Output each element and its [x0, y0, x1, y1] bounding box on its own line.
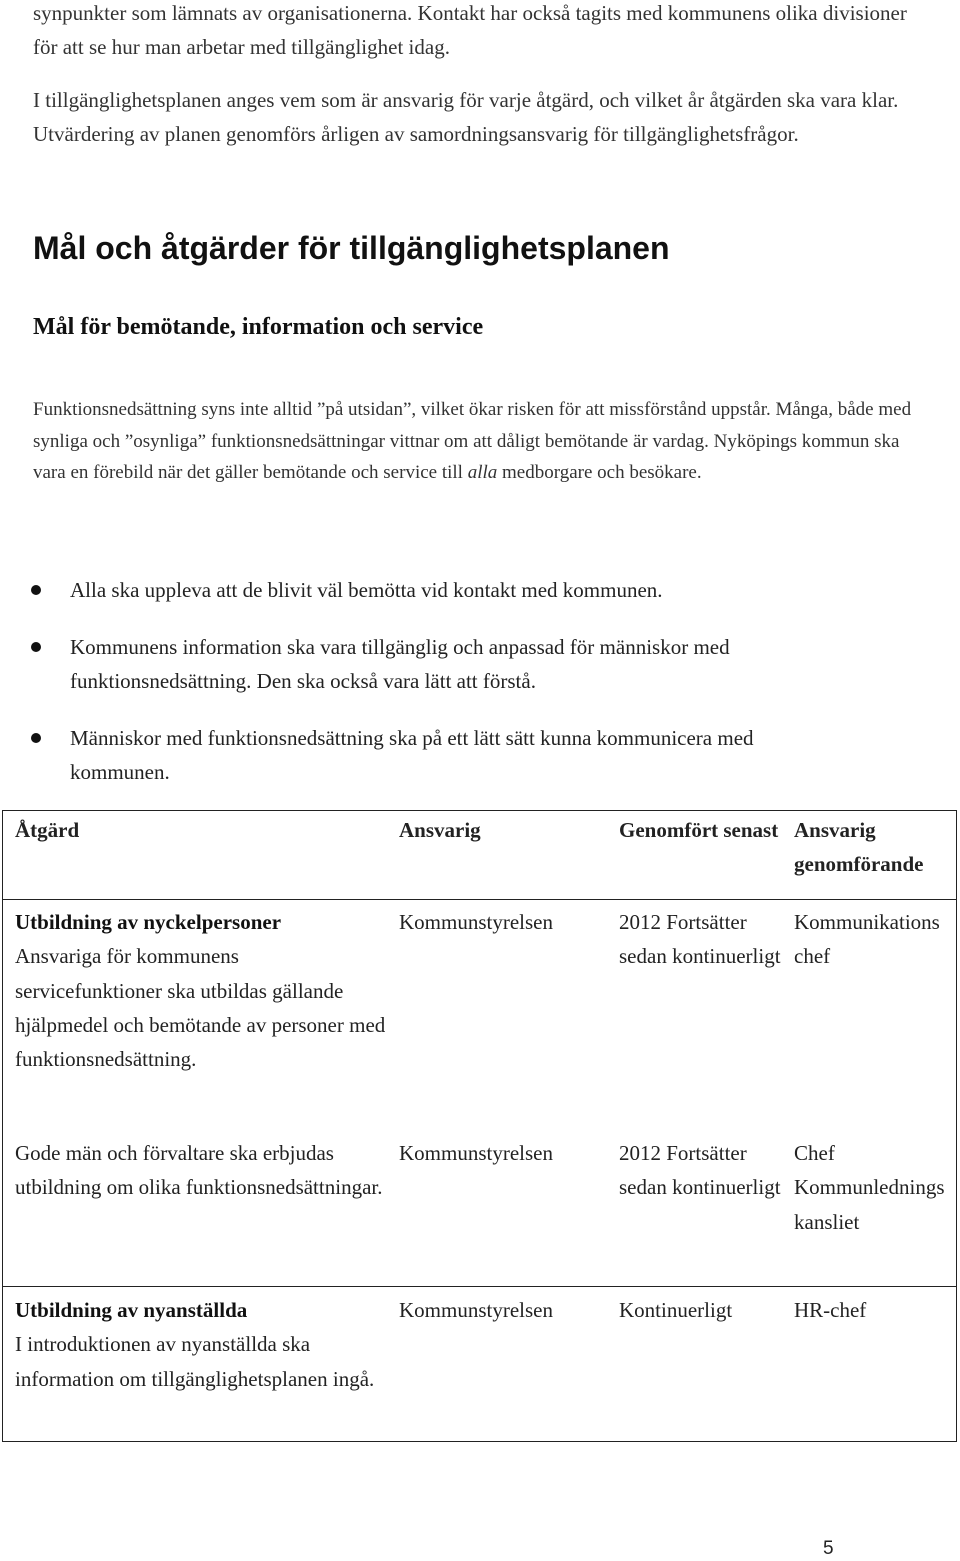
- row-title: Utbildning av nyanställda: [15, 1298, 248, 1322]
- intro-paragraph-2: I tillgänglighetsplanen anges vem som är ansvarig för varje åtgärd, och vilket år åtgärden ska vara klar. Utvärdering av planen genomförs årligen av samordningsansvarig för tillgänglighetsfrågor.: [33, 88, 899, 146]
- table-header-row: [3, 811, 957, 900]
- cell-responsible: Kommunstyrelsen: [387, 1287, 607, 1442]
- section-subheading: Mål för bemötande, information och service: [33, 314, 484, 340]
- cell-action: [3, 1287, 388, 1442]
- header-atgard: Åtgärd: [3, 811, 388, 900]
- cell-action: [3, 900, 388, 1130]
- cell-responsible: Kommunstyrelsen: [399, 910, 553, 934]
- cell-executor: Chef Kommunlednings kansliet: [782, 1129, 957, 1287]
- body-paragraph-end: medborgare och besökare.: [497, 462, 702, 483]
- row-text: I introduktionen av nyanställda ska information om tillgänglighetsplanen ingå.: [15, 1332, 375, 1391]
- row-title: Utbildning av nyckelpersoner: [15, 910, 282, 934]
- cell-action: [3, 1129, 388, 1287]
- action-table: [2, 810, 957, 1442]
- list-item-text: Kommunens information ska vara tillgänglig och anpassad för människor med funktionsnedsättning. Den ska också vara lätt att förstå.: [70, 635, 730, 693]
- bullet-icon: [31, 733, 41, 743]
- section-heading: Mål och åtgärder för tillgänglighetsplanen: [33, 230, 670, 266]
- table-row: [3, 900, 957, 1130]
- list-item-text: Alla ska uppleva att de blivit väl bemötta vid kontakt med kommunen.: [70, 578, 663, 602]
- table-row: [3, 1129, 957, 1287]
- cell-completed: 2012 Fortsätter sedan kontinuerligt: [619, 910, 781, 969]
- body-paragraph-text: Funktionsnedsättning syns inte alltid ”på utsidan”, vilket ökar risken för att missförstånd uppstår. Många, både med synliga och ”osynliga” funktionsnedsättningar vittnar om att dåligt bemötande är vardag. Nyköpings kommun ska vara en förebild när det gäller bemötande och service till: [33, 399, 912, 483]
- header-ansvarig: Ansvarig: [387, 811, 607, 900]
- row-text: Gode män och förvaltare ska erbjudas utbildning om olika funktionsnedsättningar.: [15, 1141, 383, 1200]
- body-paragraph: [33, 394, 913, 489]
- body-paragraph-emphasis: alla: [467, 462, 498, 483]
- intro-text: [33, 0, 933, 151]
- cell-executor: HR-chef: [782, 1287, 957, 1442]
- row-text: Ansvariga för kommunens servicefunktioner ska utbildas gällande hjälpmedel och bemötande av personer med funktionsnedsättning.: [15, 944, 386, 1072]
- bullet-icon: [31, 642, 41, 652]
- table-row: [3, 1287, 957, 1442]
- cell-executor: Kommunikations chef: [782, 900, 957, 1130]
- list-item-text: Människor med funktionsnedsättning ska på ett lätt sätt kunna kommunicera med kommunen.: [70, 726, 754, 784]
- cell-completed: 2012 Fortsätter sedan kontinuerligt: [607, 1129, 782, 1287]
- page-number: 5: [823, 1538, 834, 1559]
- header-genomfort: Genomfört senast: [607, 811, 782, 900]
- header-ansvarig-genomforande: Ansvarig genomförande: [782, 811, 957, 900]
- intro-paragraph-1: synpunkter som lämnats av organisationerna. Kontakt har också tagits med kommunens olika divisioner för att se hur man arbetar med tillgänglighet idag.: [33, 1, 907, 59]
- bullet-icon: [31, 585, 41, 595]
- cell-completed: Kontinuerligt: [607, 1287, 782, 1442]
- cell-responsible: Kommunstyrelsen: [387, 1129, 607, 1287]
